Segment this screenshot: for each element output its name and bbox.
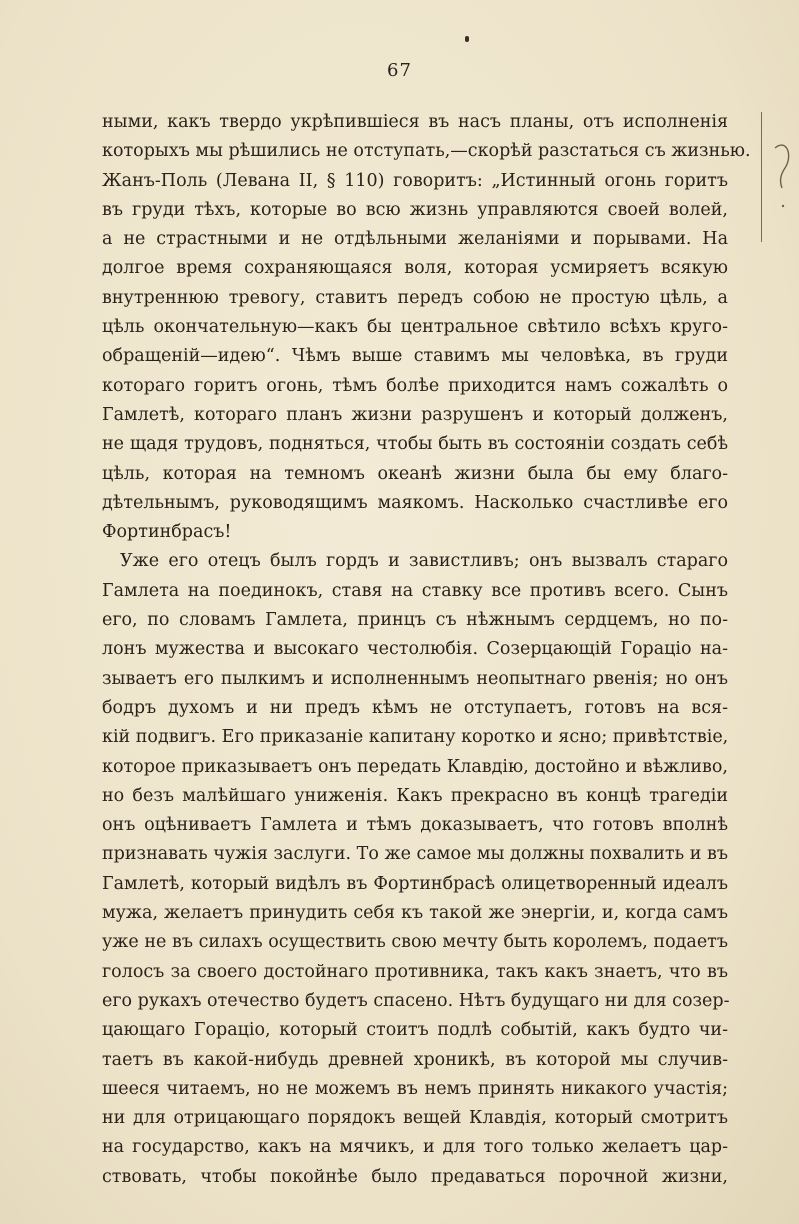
text-line: цѣль, которая на темномъ океанѣ жизни была бы ему благо- [102,463,728,484]
text-line: которое приказываетъ онъ передать Клавдію, достойно и вѣжливо, [102,756,728,777]
text-line: Уже его отецъ былъ гордъ и завистливъ; онъ вызвалъ стараго [120,551,728,572]
text-line: цающаго Гораціо, который стоитъ подлѣ событій, какъ будто чи- [102,1020,728,1041]
text-line: Гамлета на поединокъ, ставя на ставку все противъ всего. Сынъ [102,580,728,601]
text-line: голосъ за своего достойнаго противника, такъ какъ знаетъ, что въ [102,961,728,982]
text-line: внутреннюю тревогу, ставитъ передъ собою не простую цѣль, а [102,287,728,308]
text-line: онъ оцѣниваетъ Гамлета и тѣмъ доказываетъ, что готовъ вполнѣ [102,815,728,836]
text-line: Гамлетѣ, который видѣлъ въ Фортинбрасѣ олицетворенный идеалъ [102,873,728,894]
text-line: кій подвигъ. Его приказаніе капитану коротко и ясно; привѣтствіе, [102,727,729,748]
text-line: его, по словамъ Гамлета, принцъ съ нѣжнымъ сердцемъ, но по- [102,610,728,631]
ink-dot [465,36,469,42]
text-line: мужа, желаетъ принудить себя къ такой же энергіи, и, когда самъ [102,903,728,924]
margin-pencil-mark [735,108,799,258]
text-line: обращеній—идею“. Чѣмъ выше ставимъ мы человѣка, въ груди [102,346,728,367]
text-line: лонъ мужества и высокаго честолюбія. Созерцающій Гораціо на- [102,639,728,660]
text-line: цѣль окончательную—какъ бы центральное свѣтило всѣхъ круго- [102,317,728,338]
text-line: таетъ въ какой-нибудь древней хроникѣ, въ которой мы случив- [102,1049,728,1070]
text-line: но безъ малѣйшаго униженія. Какъ прекрасно въ концѣ трагедіи [102,785,728,806]
text-line: его рукахъ отечество будетъ спасено. Нѣтъ будущаго ни для созер- [102,990,730,1011]
text-line: долгое время сохраняющаяся воля, которая усмиряетъ всякую [102,258,728,279]
text-line: признавать чужія заслуги. То же самое мы должны похвалить и въ [102,844,728,865]
body-text [102,108,751,1192]
page-number: 67 [387,60,412,81]
text-line: а не страстными и не отдѣльными желаніями и порывами. На [102,229,728,250]
text-line: бодръ духомъ и ни предъ кѣмъ не отступаетъ, готовъ на вся- [102,697,728,718]
text-line: котораго горитъ огонь, тѣмъ болѣе приходится намъ сожалѣть о [102,375,728,396]
text-line: Жанъ-Поль (Левана II, § 110) говоритъ: „Истинный огонь горитъ [102,170,728,191]
text-line: въ груди тѣхъ, которые во всю жизнь управляются своей волей, [102,199,728,220]
text-line: уже не въ силахъ осуществить свою мечту быть королемъ, подаетъ [102,932,728,953]
text-line: которыхъ мы рѣшились не отступать,—скорѣй разстаться съ жизнью. [102,141,751,162]
text-line: шееся читаемъ, но не можемъ въ немъ принять никакого участія; [102,1078,728,1099]
text-line: не щадя трудовъ, подняться, чтобы быть въ состояніи создать себѣ [102,434,728,455]
margin-annotation [735,108,799,258]
text-line: ными, какъ твердо укрѣпившіеся въ насъ планы, отъ исполненія [102,112,728,132]
text-line: дѣтельнымъ, руководящимъ маякомъ. Насколько счастливѣе его [102,492,728,513]
text-line: Гамлетѣ, котораго планъ жизни разрушенъ и который долженъ, [102,404,728,425]
text-line: Фортинбрасъ! [102,522,232,543]
text-line: зываетъ его пылкимъ и исполненнымъ неопытнаго рвенія; но онъ [102,668,728,689]
text-line: ствовать, чтобы покойнѣе было предаваться порочной жизни, [102,1166,728,1187]
text-line: ни для отрицающаго порядокъ вещей Клавдія, который смотритъ [102,1108,728,1129]
text-line: на государство, какъ на мячикъ, и для того только желаетъ цар- [102,1137,728,1158]
